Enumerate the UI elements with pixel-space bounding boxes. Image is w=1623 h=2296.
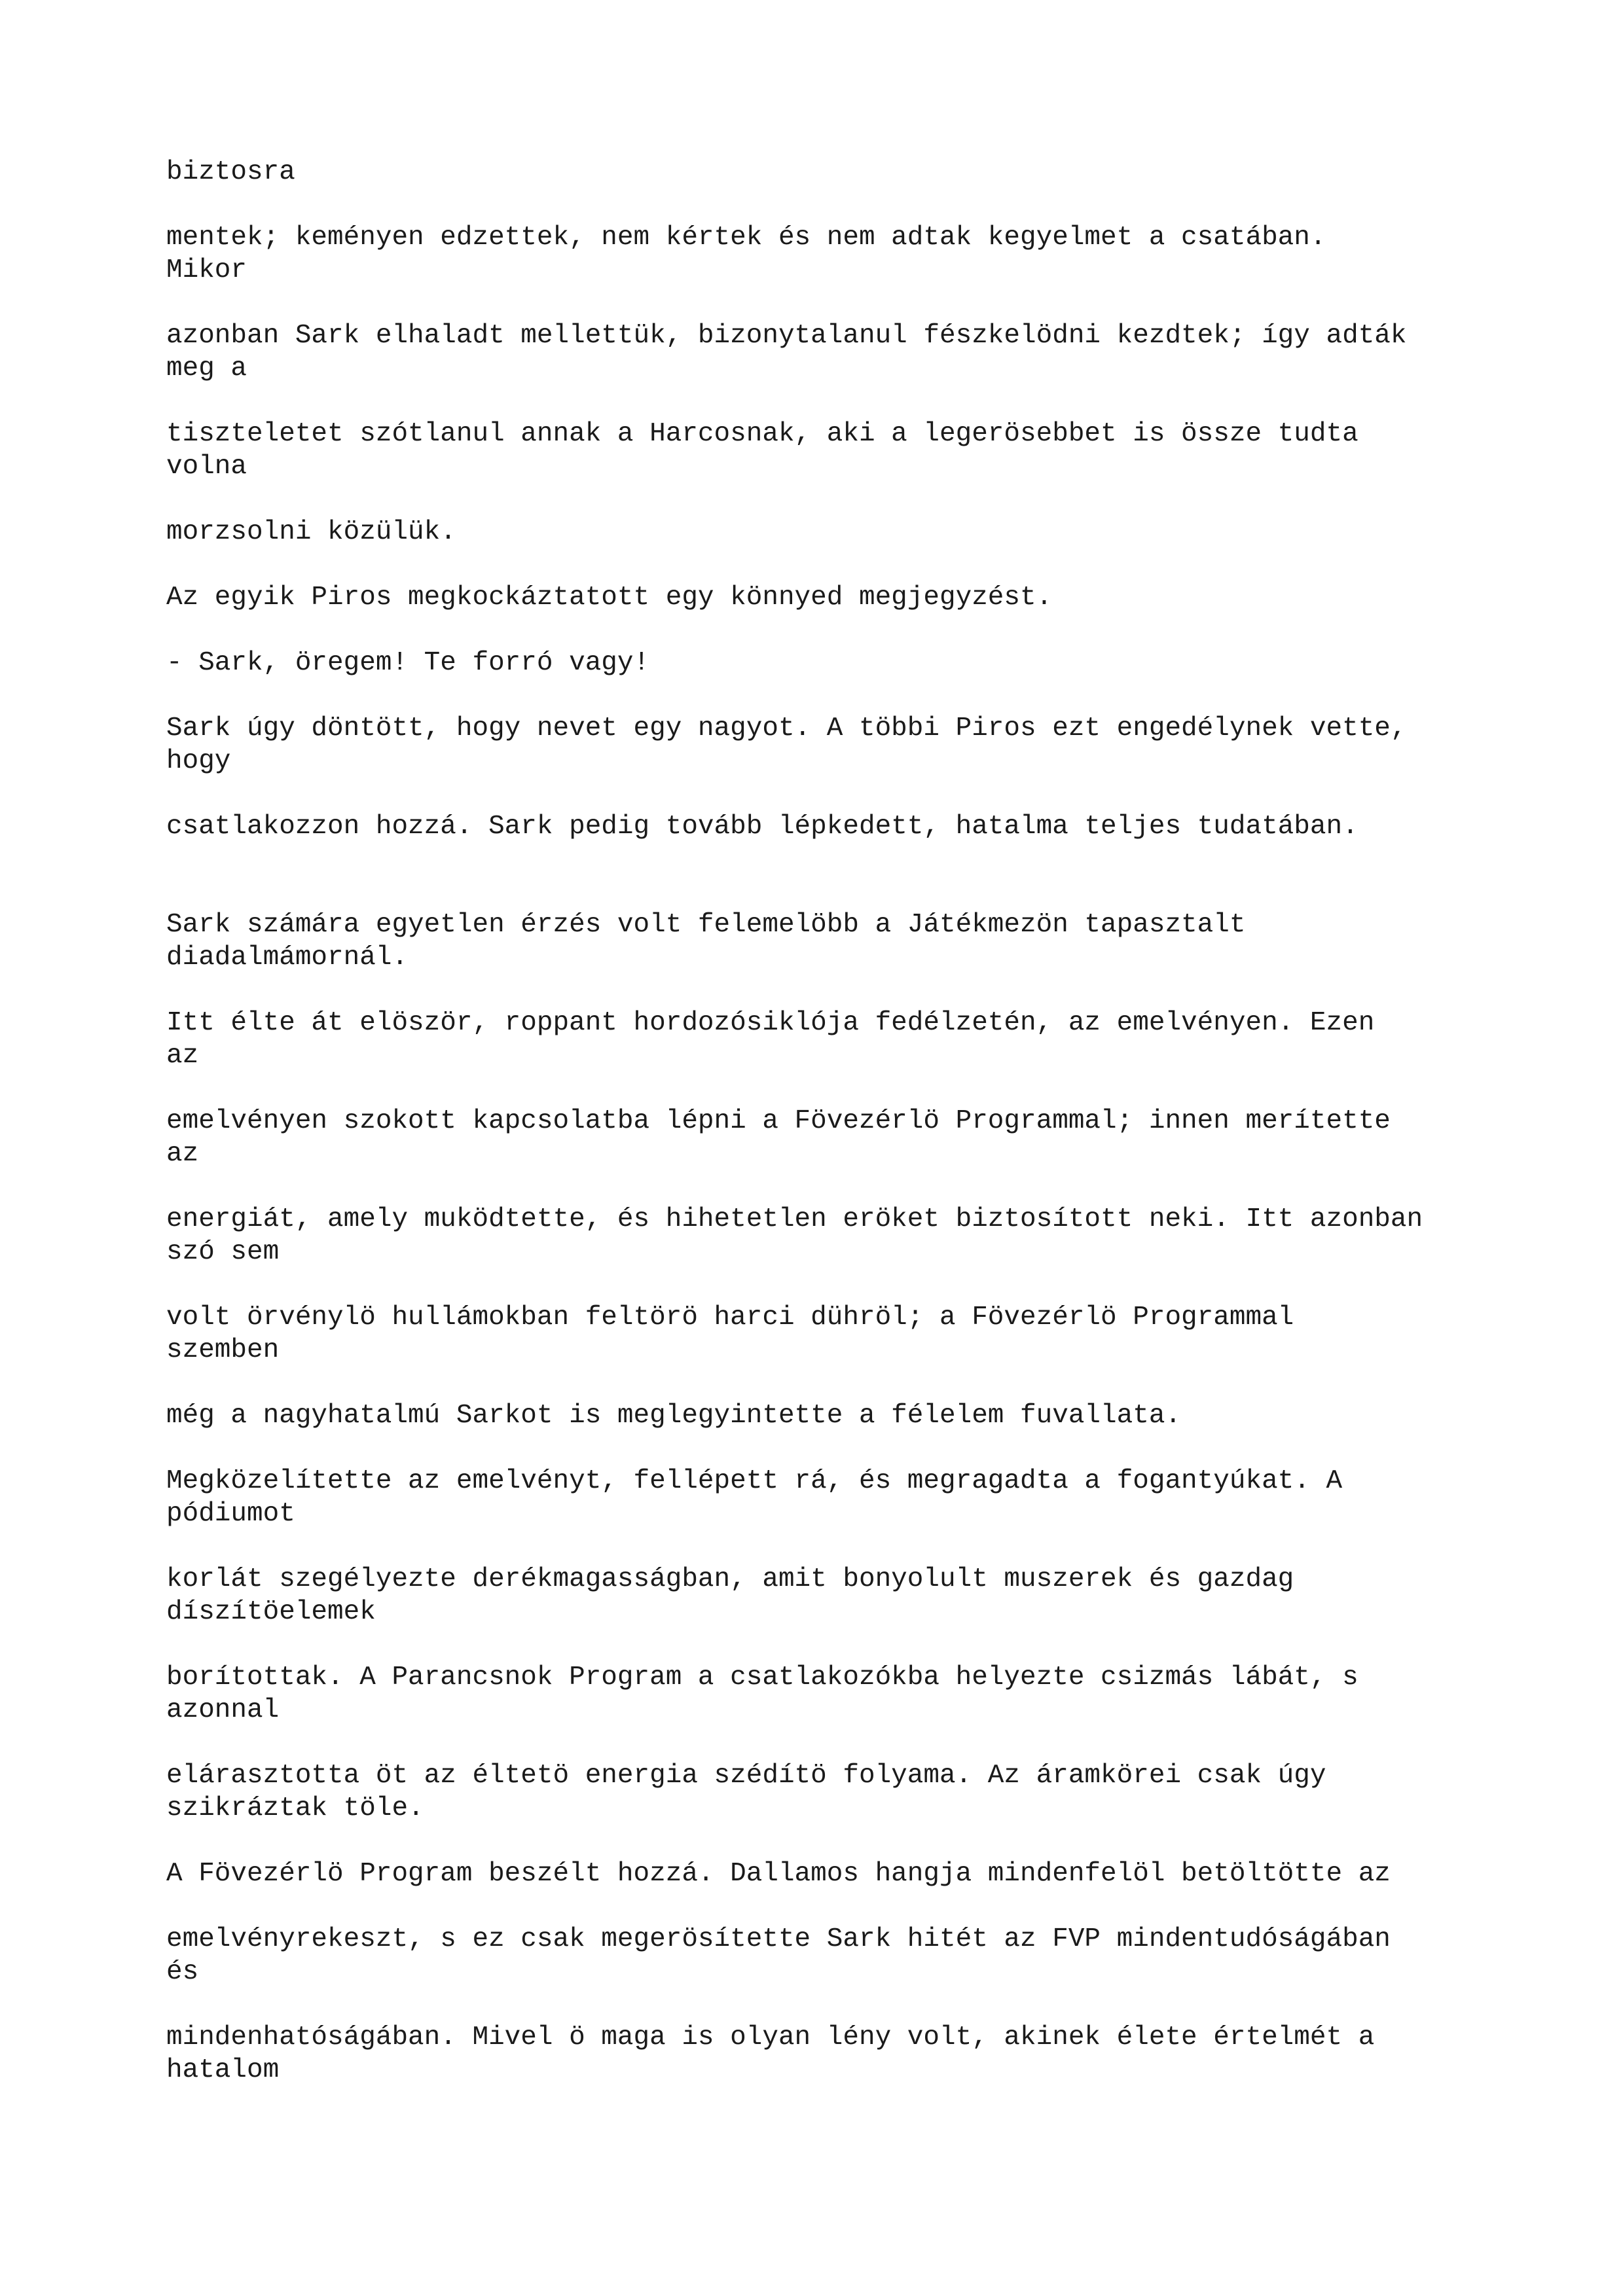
text-line: díszítöelemek bbox=[166, 1597, 376, 1627]
text-line: az bbox=[166, 1041, 199, 1071]
text-line: volna bbox=[166, 452, 247, 482]
text-line: Sark úgy döntött, hogy nevet egy nagyot. A többi Piros ezt engedélynek vette, bbox=[166, 713, 1407, 744]
text-line: csatlakozzon hozzá. Sark pedig tovább lépkedett, hatalma teljes tudatában. bbox=[166, 812, 1359, 842]
text-line: azonnal bbox=[166, 1695, 280, 1725]
text-line: diadalmámornál. bbox=[166, 942, 409, 973]
text-line: meg a bbox=[166, 353, 247, 384]
text-line: energiát, amely muködtette, és hihetetlen eröket biztosított neki. Itt azonban bbox=[166, 1204, 1423, 1234]
text-line: hogy bbox=[166, 746, 231, 776]
text-line: még a nagyhatalmú Sarkot is meglegyintette a félelem fuvallata. bbox=[166, 1401, 1182, 1431]
text-line: szikráztak töle. bbox=[166, 1793, 424, 1823]
text-line: tiszteletet szótlanul annak a Harcosnak, aki a legerösebbet is össze tudta bbox=[166, 419, 1359, 449]
text-line: azonban Sark elhaladt mellettük, bizonytalanul fészkelödni kezdtek; így adták bbox=[166, 321, 1407, 351]
text-line: és bbox=[166, 1957, 199, 1987]
text-line: Az egyik Piros megkockáztatott egy könnyed megjegyzést. bbox=[166, 583, 1053, 613]
text-line: morzsolni közülük. bbox=[166, 517, 456, 547]
text-line: mindenhatóságában. Mivel ö maga is olyan lény volt, akinek élete értelmét a bbox=[166, 2022, 1375, 2053]
text-line: emelvényrekeszt, s ez csak megerösítette Sark hitét az FVP mindentudóságában bbox=[166, 1924, 1391, 1954]
text-line: emelvényen szokott kapcsolatba lépni a Fövezérlö Programmal; innen merítette bbox=[166, 1106, 1391, 1136]
text-line: pódiumot bbox=[166, 1499, 295, 1529]
text-line: mentek; keményen edzettek, nem kértek és nem adtak kegyelmet a csatában. bbox=[166, 223, 1326, 253]
text-line: Mikor bbox=[166, 255, 247, 285]
text-line: az bbox=[166, 1139, 199, 1169]
text-line: - Sark, öregem! Te forró vagy! bbox=[166, 648, 650, 678]
text-line: A Fövezérlö Program beszélt hozzá. Dallamos hangja mindenfelöl betöltötte az bbox=[166, 1859, 1391, 1889]
text-line: Sark számára egyetlen érzés volt felemelöbb a Játékmezön tapasztalt bbox=[166, 910, 1246, 940]
text-line: elárasztotta öt az éltetö energia szédítö folyama. Az áramkörei csak úgy bbox=[166, 1761, 1326, 1791]
text-line: korlát szegélyezte derékmagasságban, amit bonyolult muszerek és gazdag bbox=[166, 1564, 1294, 1594]
text-line: hatalom bbox=[166, 2055, 280, 2085]
text-line: szó sem bbox=[166, 1237, 280, 1267]
text-line: szemben bbox=[166, 1335, 280, 1365]
text-line: biztosra bbox=[166, 157, 295, 187]
text-line: Megközelítette az emelvényt, fellépett rá, és megragadta a fogantyúkat. A bbox=[166, 1466, 1343, 1496]
text-line: Itt élte át elöször, roppant hordozósiklója fedélzetén, az emelvényen. Ezen bbox=[166, 1008, 1375, 1038]
text-line: volt örvénylö hullámokban feltörö harci dühröl; a Fövezérlö Programmal bbox=[166, 1302, 1294, 1333]
text-line: borítottak. A Parancsnok Program a csatlakozókba helyezte csizmás lábát, s bbox=[166, 1662, 1359, 1693]
